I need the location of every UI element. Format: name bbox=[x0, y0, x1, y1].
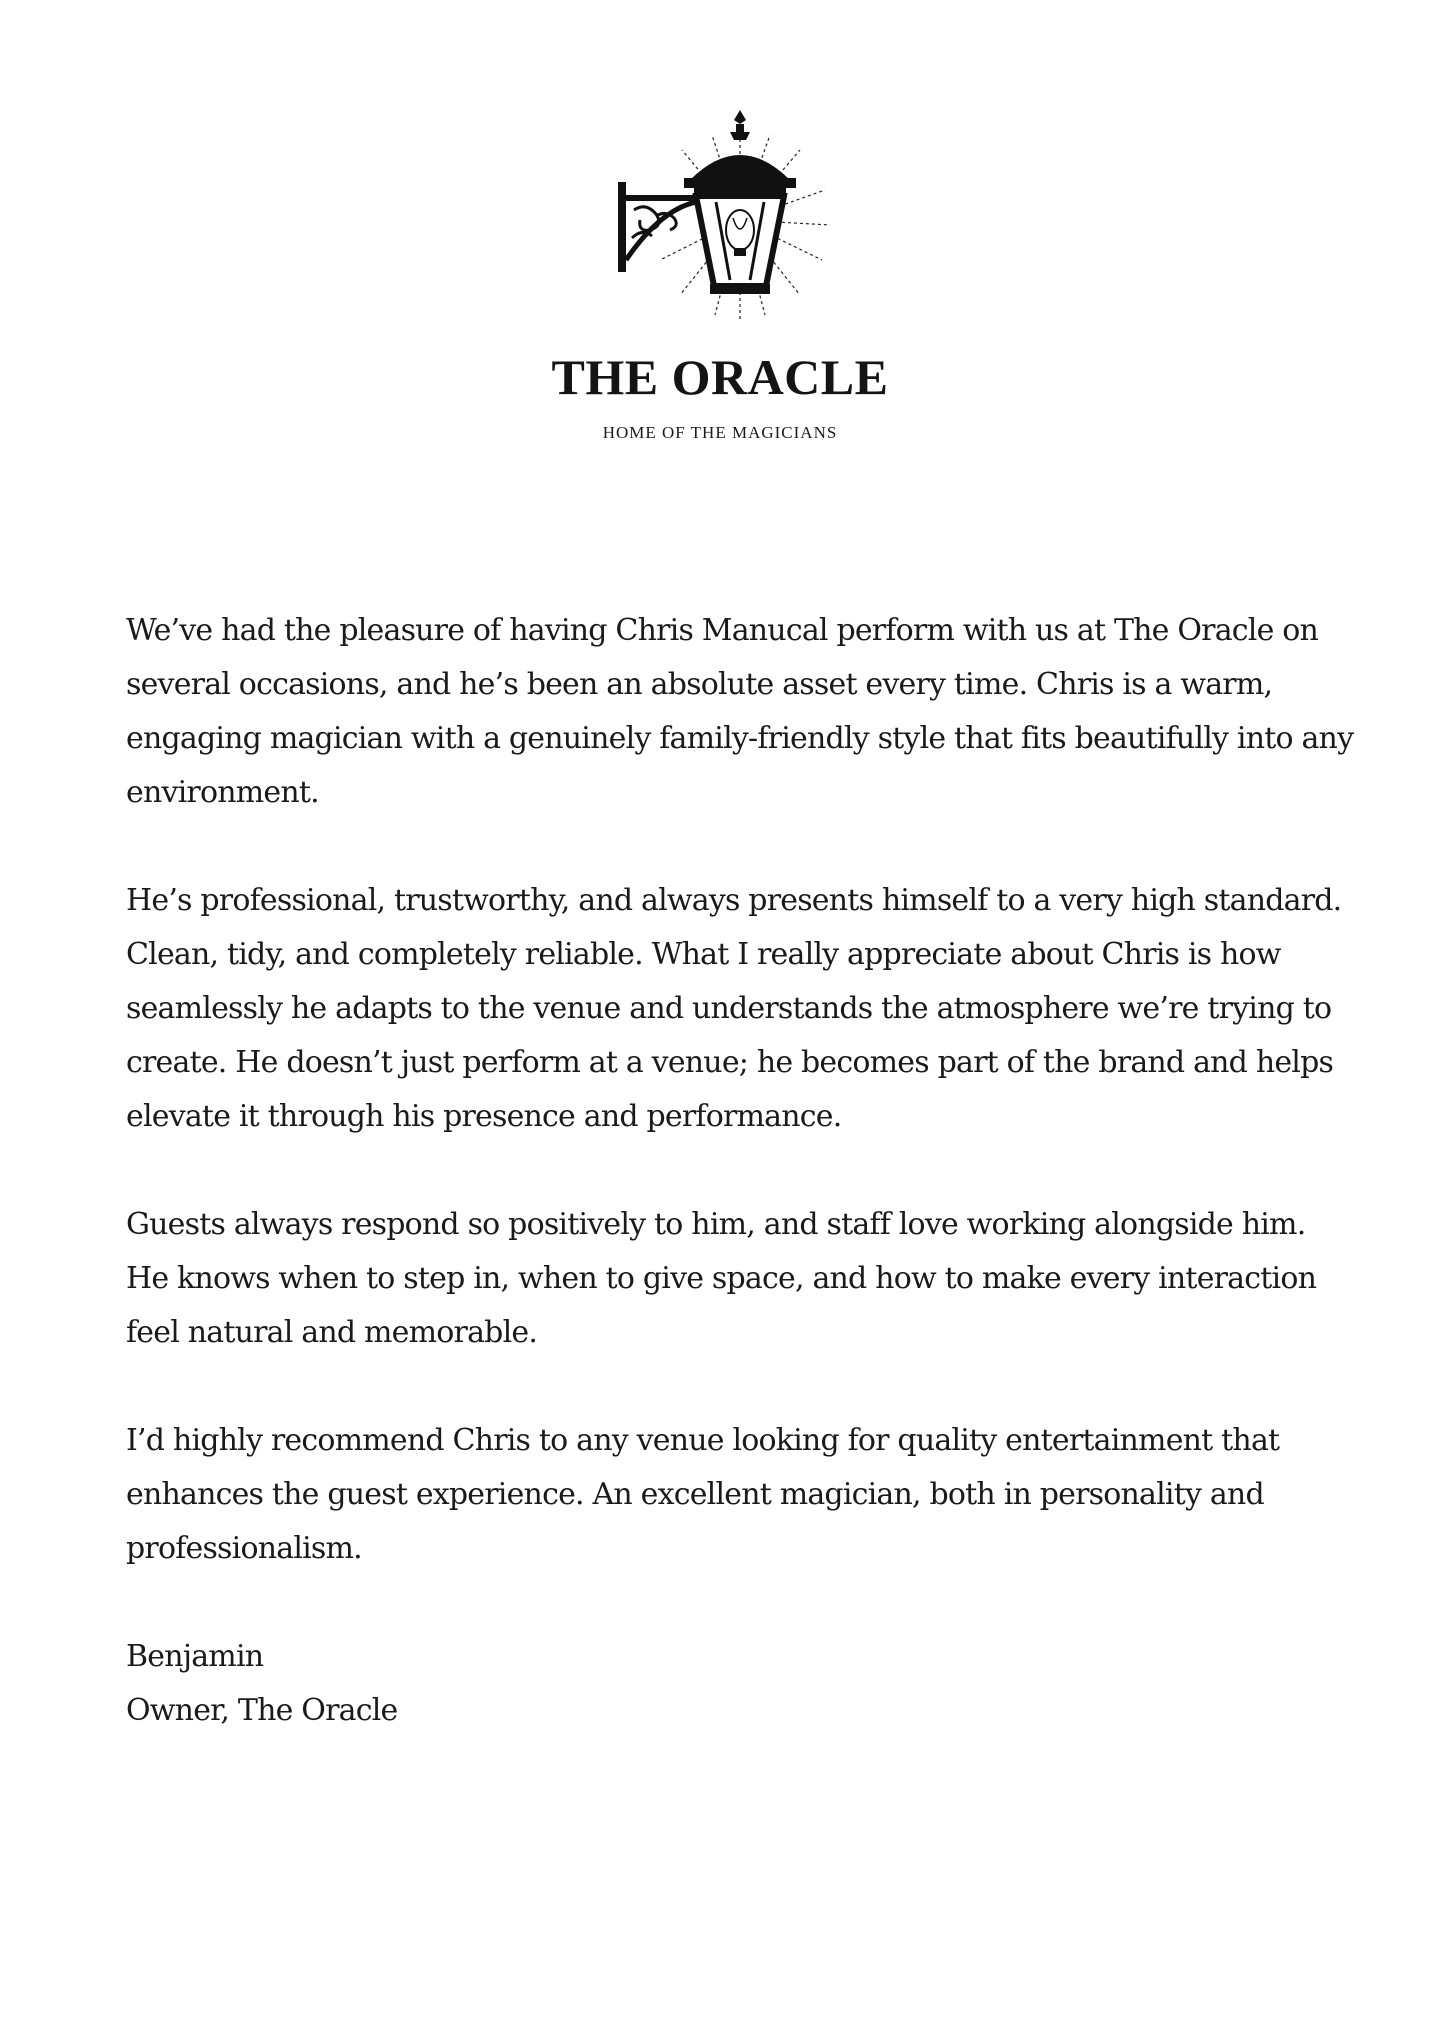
paragraph-2: He’s professional, trustworthy, and always presents himself to a very high standard. Clean, tidy, and completely reliable. What I really appreciate about Chris is how seamlessly he adapts to the venue and understands the atmosphere we’re trying to create. He doesn’t just perform at a venue; he becomes part of the brand and helps elevate it through his presence and performance. bbox=[126, 883, 1342, 1134]
paragraph-1: We’ve had the pleasure of having Chris Manucal perform with us at The Oracle on several occasions, and he’s been an absolute asset every time. Chris is a warm, engaging magician with a genuinely family-friendly style that fits beautifully into any environment. bbox=[126, 613, 1354, 810]
letterhead bbox=[0, 90, 1440, 441]
paragraph-4: I’d highly recommend Chris to any venue looking for quality entertainment that enhances the guest experience. An excellent magician, both in personality and professionalism. bbox=[126, 1423, 1280, 1566]
paragraph-3: Guests always respond so positively to him, and staff love working alongside him. He knows when to step in, when to give space, and how to make every interaction feel natural and memorable. bbox=[126, 1207, 1317, 1350]
signature-name: Benjamin bbox=[126, 1639, 264, 1674]
brand-tagline: HOME OF THE MAGICIANS bbox=[602, 423, 838, 442]
street-lamp-icon bbox=[600, 90, 840, 340]
brand-name: THE ORACLE bbox=[551, 349, 889, 405]
signature-title: Owner, The Oracle bbox=[126, 1693, 398, 1728]
signature bbox=[126, 1630, 1356, 1738]
letter-body bbox=[126, 604, 1356, 1738]
